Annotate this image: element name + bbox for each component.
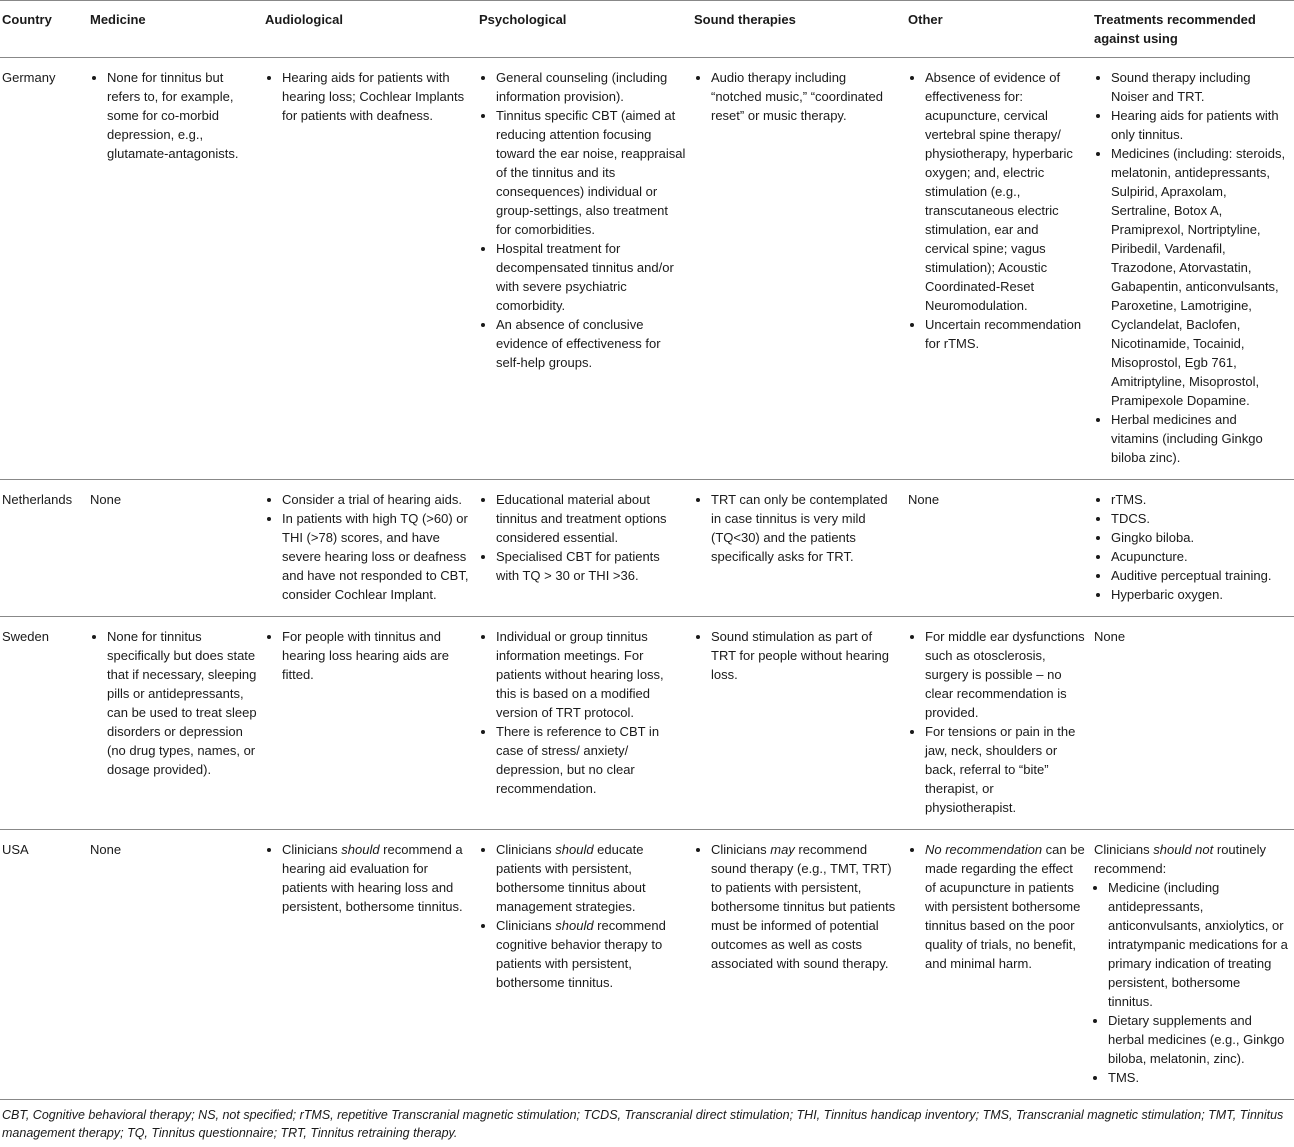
table-row-netherlands [0,480,1294,617]
bullet-list [694,840,900,973]
psychological-cell [477,58,692,480]
list-item: • General counseling (including information provision). [496,68,686,106]
list-item: • TMS. [1108,1068,1288,1087]
bullet-list [479,68,686,372]
list-item: • Absence of evidence of effectiveness for: acupuncture, cervical vertebral spine therapy/ physiotherapy, hyperbaric oxygen; and, electric stimulation (e.g., transcutaneous electric stimulation, ear and cervical spine; vagus stimulation); Acoustic Coordinated-Reset Neuromodulation. [925,68,1086,315]
other-cell [906,58,1092,480]
list-item: • Specialised CBT for patients with TQ > 30 or THI >36. [496,547,686,585]
list-item: • Gingko biloba. [1111,528,1288,547]
bullet-list [694,627,900,684]
list-item: • Herbal medicines and vitamins (including Ginkgo biloba zinc). [1111,410,1288,467]
text-fragment: educate patients with persistent, bothersome tinnitus about management strategies. [496,842,646,914]
list-item: • Acupuncture. [1111,547,1288,566]
text-fragment: recommend a hearing aid evaluation for patients with hearing loss and persistent, bothersome tinnitus. [282,842,463,914]
bullet-list [908,68,1086,353]
list-item: • None for tinnitus but refers to, for example, some for co-morbid depression, e.g., glutamate-antagonists. [107,68,257,163]
bullet-list [90,68,257,163]
list-item: • TDCS. [1111,509,1288,528]
bullet-list [694,68,900,125]
bullet-list [479,627,686,798]
list-item: • TRT can only be contemplated in case tinnitus is very mild (TQ<30) and the patients specifically asks for TRT. [711,490,900,566]
list-item: • Uncertain recommendation for rTMS. [925,315,1086,353]
list-item [496,840,686,916]
text-fragment: Clinicians [1094,842,1154,857]
list-item [925,840,1086,973]
country-cell: Netherlands [2,492,73,507]
list-item: • There is reference to CBT in case of stress/ anxiety/ depression, but no clear recommendation. [496,722,686,798]
other-cell [906,617,1092,830]
list-item: • Tinnitus specific CBT (aimed at reducing attention focusing toward the ear noise, reappraisal of the tinnitus and its consequences) individual or group-settings, also treatment for comorbidities. [496,106,686,239]
country-cell: Sweden [2,629,49,644]
text-fragment: Clinicians [711,842,771,857]
bullet-list [908,840,1086,973]
list-item: • rTMS. [1111,490,1288,509]
list-item: • None for tinnitus specifically but does state that if necessary, sleeping pills or antidepressants, can be used to treat sleep disorders or depression (no drug types, names, or dosage provided). [107,627,257,779]
bullet-list [479,840,686,992]
text-fragment: recommend sound therapy (e.g., TMT, TRT) to patients with persistent, bothersome tinnitus but patients must be informed of potential outcomes as well as costs associated with sound therapy. [711,842,896,971]
audiological-cell [263,617,477,830]
list-item: • An absence of conclusive evidence of effectiveness for self-help groups. [496,315,686,372]
list-item: • Audio therapy including “notched music,” “coordinated reset” or music therapy. [711,68,900,125]
sound-therapies-cell [692,480,906,617]
list-item: • Consider a trial of hearing aids. [282,490,471,509]
other-cell [906,830,1092,1100]
psychological-cell [477,830,692,1100]
sound-therapies-cell [692,58,906,480]
audiological-cell [263,480,477,617]
header-audiological: Audiological [265,12,343,27]
header-psychological: Psychological [479,12,567,27]
medicine-cell: None [90,492,122,507]
header-sound-therapies: Sound therapies [694,12,796,27]
bullet-list [694,490,900,566]
text-fragment: Clinicians [282,842,342,857]
list-item: • Individual or group tinnitus information meetings. For patients without hearing loss, this is based on a modified version of TRT protocol. [496,627,686,722]
table-header [0,1,1294,58]
table-row-usa [0,830,1294,1100]
header-other: Other [908,12,943,27]
list-item [282,840,471,916]
sound-therapies-cell [692,830,906,1100]
bullet-list [265,68,471,125]
emphasis-text: should not [1153,842,1214,857]
emphasis-text: No recommendation [925,842,1043,857]
emphasis-text: may [770,842,795,857]
text-fragment: can be made regarding the effect of acupuncture in patients with persistent bothersome tinnitus based on the poor quality of trials, no benefit, and minimal harm. [925,842,1085,971]
text-fragment: Clinicians [496,842,556,857]
list-item: • Hearing aids for patients with hearing loss; Cochlear Implants for patients with deafness. [282,68,471,125]
bullet-list [908,627,1086,817]
bullet-list [479,490,686,585]
emphasis-text: should [341,842,380,857]
bullet-list [265,840,471,916]
bullet-list [265,627,471,684]
list-item: • Educational material about tinnitus and treatment options considered essential. [496,490,686,547]
text-fragment: recommend cognitive behavior therapy to patients with persistent, bothersome tinnitus. [496,918,666,990]
table-footnote: CBT, Cognitive behavioral therapy; NS, not specified; rTMS, repetitive Transcranial magnetic stimulation; TCDS, Transcranial direct stimulation; THI, Tinnitus handicap inventory; TMS, Transcranial magnetic stimulation; TMT, Tinnitus management therapy; TQ, Tinnitus questionnaire; TRT, Tinnitus retraining therapy. [2,1108,1284,1140]
text-fragment: routinely recommend: [1094,842,1266,876]
medicine-cell: None [90,842,122,857]
table-body [0,58,1294,1100]
recommended-against-cell [1092,830,1294,1100]
list-item: • Auditive perceptual training. [1111,566,1288,585]
emphasis-text: should [555,918,594,933]
list-item: • Dietary supplements and herbal medicines (e.g., Ginkgo biloba, melatonin, zinc). [1108,1011,1288,1068]
text-fragment: Clinicians [496,918,556,933]
header-recommended-against: Treatments recommended against using [1094,12,1256,46]
recommended-against-cell [1092,480,1294,617]
recommended-against-cell: None [1094,629,1126,644]
other-cell: None [908,492,940,507]
bullet-list [1094,490,1288,604]
emphasis-text: should [555,842,594,857]
bullet-list [265,490,471,604]
list-item [496,916,686,992]
country-cell: Germany [2,70,56,85]
list-item: • Medicine (including antidepressants, anticonvulsants, anxiolytics, or intratympanic medications for a primary indication of treating persistent, bothersome tinnitus. [1108,878,1288,1011]
bullet-list [1094,878,1288,1087]
list-item [711,840,900,973]
bullet-list [90,627,257,779]
bullet-list [1094,68,1288,467]
medicine-cell [88,58,263,480]
list-item: • For middle ear dysfunctions such as otosclerosis, surgery is possible – no clear recommendation is provided. [925,627,1086,722]
list-item: • In patients with high TQ (>60) or THI (>78) scores, and have severe hearing loss or deafness and have not responded to CBT, consider Cochlear Implant. [282,509,471,604]
list-item: • Sound stimulation as part of TRT for people without hearing loss. [711,627,900,684]
list-item: • Hospital treatment for decompensated tinnitus and/or with severe psychiatric comorbidity. [496,239,686,315]
list-item: • Sound therapy including Noiser and TRT. [1111,68,1288,106]
audiological-cell [263,58,477,480]
header-row [0,1,1294,58]
psychological-cell [477,480,692,617]
country-cell: USA [2,842,29,857]
psychological-cell [477,617,692,830]
header-medicine: Medicine [90,12,146,27]
table-row-germany [0,58,1294,480]
medicine-cell [88,617,263,830]
header-country: Country [2,12,52,27]
list-item: • For people with tinnitus and hearing loss hearing aids are fitted. [282,627,471,684]
list-item: • Hyperbaric oxygen. [1111,585,1288,604]
list-item: • Medicines (including: steroids, melatonin, antidepressants, Sulpirid, Apraxolam, Sertraline, Botox A, Pramiprexol, Nortriptyline, Piribedil, Vardenafil, Trazodone, Atorvastatin, Gabapentin, anticonvulsants, Paroxetine, Lamotrigine, Cyclandelat, Baclofen, Nicotinamide, Tocainid, Misoprostol, Egb 761, Amitriptyline, Misoprostol, Pramipexole Dopamine. [1111,144,1288,410]
list-item: • Hearing aids for patients with only tinnitus. [1111,106,1288,144]
list-item: • For tensions or pain in the jaw, neck, shoulders or back, referral to “bite” therapist, or physiotherapist. [925,722,1086,817]
sound-therapies-cell [692,617,906,830]
recommended-against-cell [1092,58,1294,480]
cell-intro [1094,840,1288,878]
audiological-cell [263,830,477,1100]
table-row-sweden [0,617,1294,830]
